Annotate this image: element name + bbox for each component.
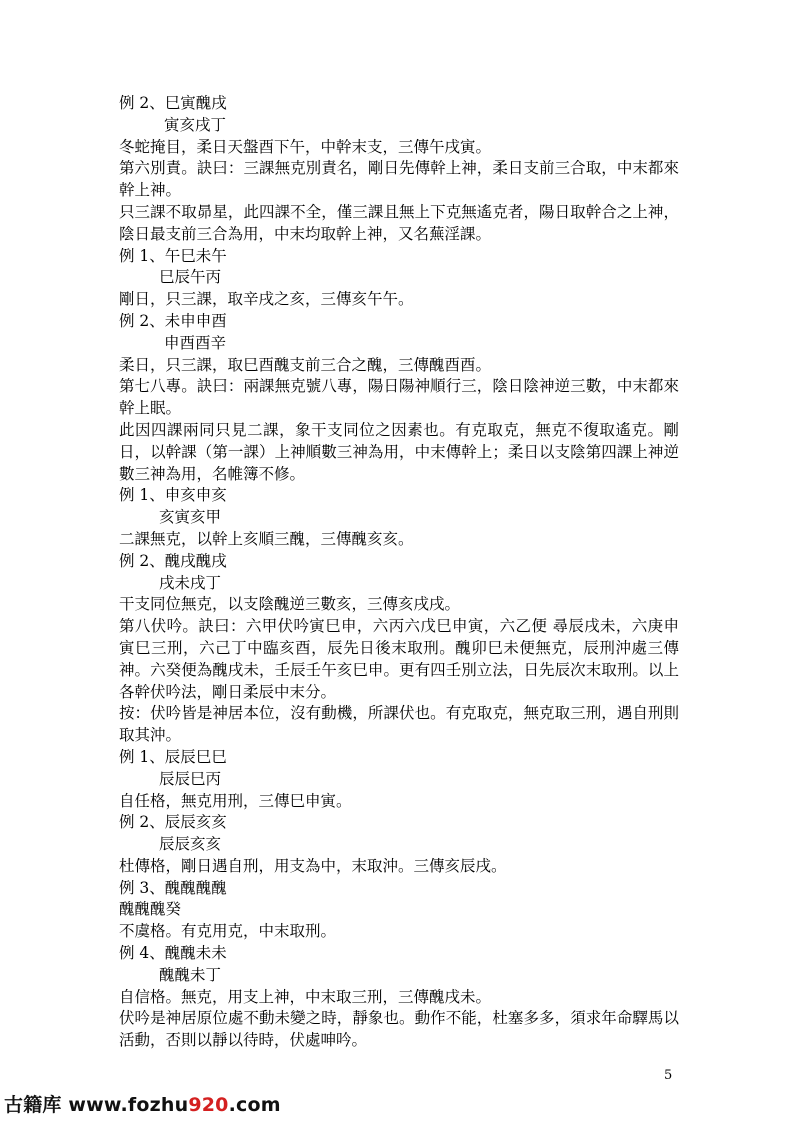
example-sub-line: 戌未戌丁 [159,573,222,592]
paragraph: 第八伏吟。訣曰：六甲伏吟寅巳申，六丙六戊巳申寅，六乙便 尋辰戌未，六庚申寅巳三刑，六己丁中臨亥酉，辰先日後末取刑。醜卯巳未便無克，辰刑沖處三傳神。六癸便為醜戌未，壬辰壬午亥巳申。更有四壬別立法，日先辰次末取刑。以上各幹伏吟法，剛日柔辰中末分。 [119,617,679,701]
paragraph: 此因四課兩同只見二課，象干支同位之因素也。有克取克，無克不復取遙克。剛日，以幹課（第一課）上神順數三神為用，中末傳幹上；柔日以支陰第四課上神逆數三神為用，名帷簿不修。 [119,420,679,483]
example-sub-line: 巳辰午丙 [159,268,222,287]
example-sub-line: 寅亥戌丁 [164,115,227,134]
example-heading: 例 2、未申申酉 [119,311,227,330]
watermark-highlight: 920 [188,1094,229,1116]
text-line: 不虞格。有克用克，中末取刑。 [119,922,337,941]
document-body [119,93,679,1052]
text-line: 柔日，只三課，取巳酉醜支前三合之醜，三傳醜酉酉。 [119,355,492,374]
text-line: 自信格。無克，用支上神，中末取三刑，三傳醜戌未。 [119,987,492,1006]
page-number: 5 [664,1068,673,1083]
text-line: 冬蛇掩目，柔日天盤酉下午，中幹末支，三傳午戌寅。 [119,137,492,156]
text-line: 杜傳格，剛日遇自刑，用支為中，末取沖。三傳亥辰戌。 [119,856,507,875]
example-heading: 例 2、巳寅醜戌 [119,94,227,112]
watermark-prefix: 古籍库 www.fozhu [4,1094,189,1116]
example-sub-line: 亥寅亥甲 [159,508,222,527]
text-line: 自任格，無克用刑，三傳巳申寅。 [119,791,352,810]
example-heading: 例 1、申亥申亥 [119,486,227,505]
example-heading: 例 1、午巳未午 [119,246,227,265]
example-heading: 例 2、辰辰亥亥 [119,813,227,832]
site-watermark [4,1090,281,1117]
example-heading: 例 4、醜醜未未 [119,944,227,963]
example-heading: 例 1、辰辰巳巳 [119,747,227,766]
paragraph: 第六別責。訣曰：三課無克別責名，剛日先傳幹上神，柔日支前三合取，中末都來幹上神。 [119,159,679,200]
example-sub-line: 辰辰亥亥 [159,835,222,854]
paragraph: 伏吟是神居原位處不動未變之時，靜象也。動作不能，杜塞多多，須求年命驛馬以活動，否則以靜以待時，伏處呻吟。 [119,1009,679,1050]
text-line: 剛日，只三課，取辛戌之亥，三傳亥午午。 [119,290,414,309]
paragraph: 第七八專。訣曰：兩課無克號八專，陽日陽神順行三，陰日陰神逆三數，中末都來幹上眠。 [119,377,679,418]
paragraph: 只三課不取昴星，此四課不全，僅三課且無上下克無遙克者，陽日取幹合之上神，陰日最支前三合為用，中末均取幹上神，又名蕪淫課。 [119,202,679,243]
paragraph: 按：伏吟皆是神居本位，沒有動機，所課伏也。有克取克，無克取三刑，遇自刑則取其沖。 [119,704,679,745]
watermark-suffix: .com [228,1094,281,1116]
example-sub-line: 申酉酉辛 [164,333,227,352]
example-heading: 例 3、醜醜醜醜 [119,878,227,897]
text-line: 干支同位無克，以支陰醜逆三數亥，三傳亥戌戌。 [119,595,461,614]
example-sub-line: 辰辰巳丙 [159,769,222,788]
example-heading: 例 2、醜戌醜戌 [119,551,227,570]
example-sub-line: 醜醜未丁 [159,965,222,984]
text-line: 二課無克，以幹上亥順三醜，三傳醜亥亥。 [119,529,414,548]
text-line: 醜醜醜癸 [119,900,182,919]
